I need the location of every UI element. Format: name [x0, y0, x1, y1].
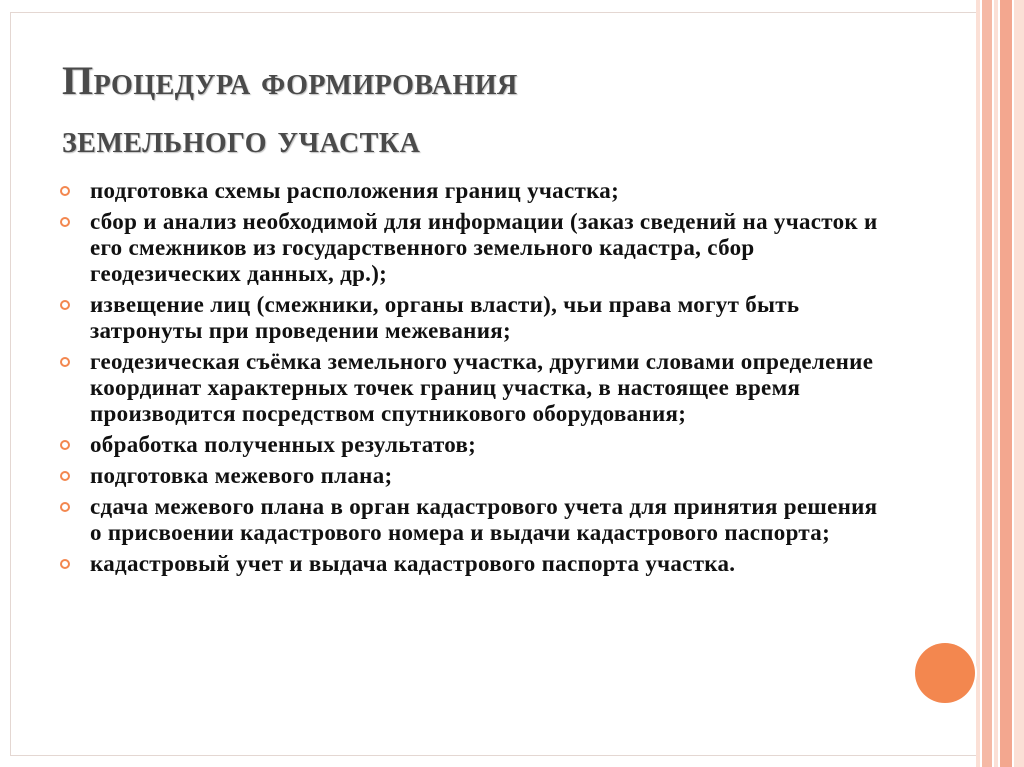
circle-bullet-icon: [60, 217, 70, 227]
bullet-item: [60, 209, 890, 287]
bullet-item: [60, 292, 890, 344]
bullet-text: геодезическая съёмка земельного участка, другими словами определение координат характерных точек границ участка, в настоящее время производится посредством спутникового оборудования;: [90, 349, 874, 426]
circle-bullet-icon: [60, 186, 70, 196]
bullet-item: [60, 349, 890, 427]
circle-bullet-icon: [60, 502, 70, 512]
bullet-item: [60, 551, 890, 577]
stripe: [994, 0, 998, 767]
bullet-item: [60, 463, 890, 489]
bullet-text: подготовка межевого плана;: [90, 463, 393, 488]
bullet-text: подготовка схемы расположения границ участка;: [90, 178, 620, 203]
circle-bullet-icon: [60, 471, 70, 481]
circle-bullet-icon: [60, 559, 70, 569]
circle-bullet-icon: [60, 300, 70, 310]
stripe: [1000, 0, 1012, 767]
stripe: [982, 0, 992, 767]
decorative-circle: [915, 643, 975, 703]
slide-title-line-2: земельного участка: [62, 116, 421, 161]
bullet-text: сбор и анализ необходимой для информации (заказ сведений на участок и его смежников из государственного земельного кадастра, сбор геодезических данных, др.);: [90, 209, 878, 286]
bullet-item: [60, 432, 890, 458]
bullet-item: [60, 178, 890, 204]
bullet-item: [60, 494, 890, 546]
stripe: [976, 0, 980, 767]
slide-title-line-1: Процедура формирования: [62, 58, 518, 103]
circle-bullet-icon: [60, 357, 70, 367]
bullet-text: сдача межевого плана в орган кадастрового учета для принятия решения о присвоении кадастрового номера и выдачи кадастрового паспорта;: [90, 494, 878, 545]
bullet-text: обработка полученных результатов;: [90, 432, 477, 457]
bullet-text: извещение лиц (смежники, органы власти), чьи права могут быть затронуты при проведении межевания;: [90, 292, 800, 343]
bullet-text: кадастровый учет и выдача кадастрового паспорта участка.: [90, 551, 736, 576]
bullet-list: [60, 178, 890, 582]
stripe: [1014, 0, 1024, 767]
slide-title: [62, 52, 942, 168]
circle-bullet-icon: [60, 440, 70, 450]
decorative-stripes: [976, 0, 1024, 767]
